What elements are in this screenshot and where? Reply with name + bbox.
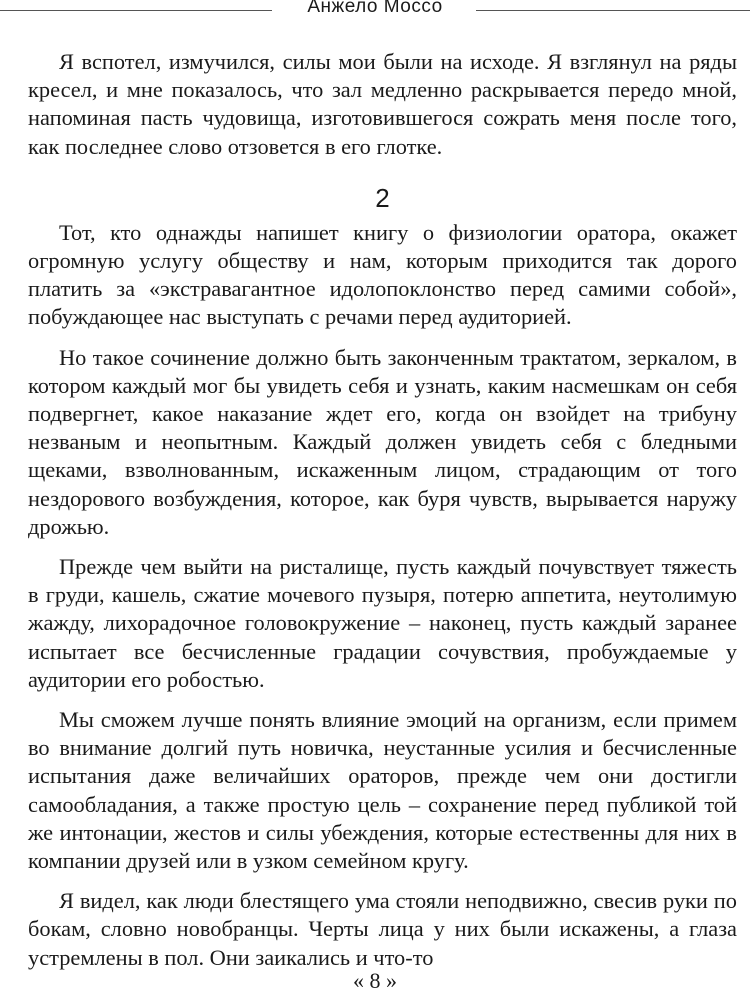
header-author: Анжело Моссо bbox=[307, 0, 443, 17]
chapter-number: 2 bbox=[375, 182, 390, 213]
paragraph: Но такое сочинение должно быть законченным трактатом, зеркалом, в котором каждый мог бы увидеть себя и узнать, каким насмешкам он себя подвергнет, какое наказание ждет его, когда он взойдет на трибуну незваным и неопытным. Каждый должен увидеть себя с бледными щеками, взволнованным, искаженным лицом, страдающим от того нездорового возбуждения, которое, как буря чувств, вырывается наружу дрожью. bbox=[28, 344, 737, 539]
page-body bbox=[28, 48, 737, 984]
page-number: « 8 » bbox=[353, 968, 397, 993]
paragraph: Прежде чем выйти на ристалище, пусть каждый почувствует тяжесть в груди, кашель, сжатие мочевого пузыря, потерю аппетита, неутолимую жажду, лихорадочное головокружение – наконец, пусть каждый заранее испытает все бесчисленные градации сочувствия, пробуждаемые у аудитории его робостью. bbox=[28, 554, 737, 692]
running-header bbox=[0, 0, 750, 30]
paragraph: Я вспотел, измучился, силы мои были на исходе. Я взглянул на ряды кресел, и мне показалось, что зал медленно раскрывается передо мной, напоминая пасть чудовища, изготовившегося сожрать меня после того, как последнее слово отзовется в его глотке. bbox=[28, 49, 737, 159]
paragraph: Тот, кто однажды напишет книгу о физиологии оратора, окажет огромную услугу обществу и нам, которым приходится так дорого платить за «экстравагантное идолопоклонство перед самими собой», побуждающее нас выступать с речами перед аудиторией. bbox=[28, 219, 737, 330]
paragraph: Я видел, как люди блестящего ума стояли неподвижно, свесив руки по бокам, словно новобранцы. Черты лица у них были искажены, а глаза устремлены в пол. Они заикались и что-то bbox=[28, 888, 737, 970]
paragraph: Мы сможем лучше понять влияние эмоций на организм, если примем во внимание долгий путь новичка, неустанные усилия и бесчисленные испытания даже величайших ораторов, прежде чем они достигли самообладания, а также простую цель – сохранение перед публикой той же интонации, жестов и силы убеждения, которые естественны для них в компании друзей или в узком семейном кругу. bbox=[28, 707, 737, 874]
header-rule-right bbox=[476, 10, 750, 11]
